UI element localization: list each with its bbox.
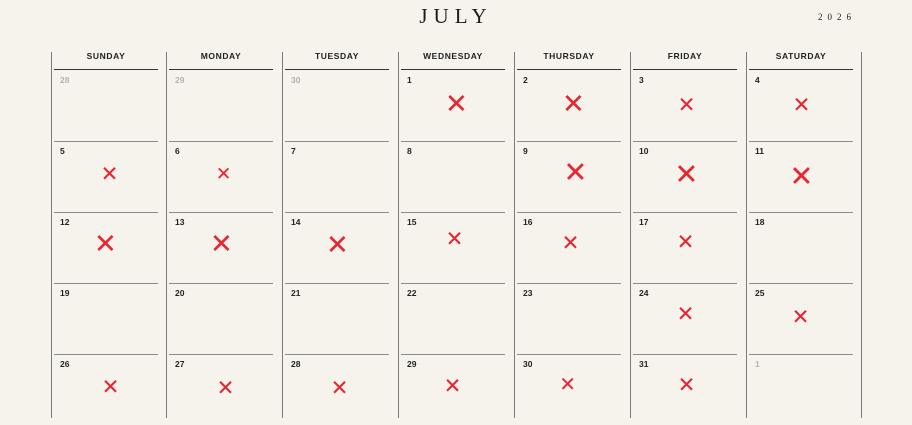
weekday-column <box>54 44 158 70</box>
day-number: 3 <box>639 75 644 85</box>
day-cell[interactable] <box>285 71 389 142</box>
cross-mark-icon: ✕ <box>789 158 814 193</box>
day-number: 20 <box>175 288 185 298</box>
weekday-header: THURSDAY <box>517 44 621 70</box>
cross-mark-icon: ✕ <box>561 231 580 257</box>
day-cell[interactable] <box>517 283 621 354</box>
day-number: 9 <box>523 146 528 156</box>
cross-mark-icon: ✕ <box>676 302 695 328</box>
day-number: 4 <box>755 75 760 85</box>
day-number: 5 <box>60 146 65 156</box>
column-divider <box>861 52 862 418</box>
month-title: JULY <box>419 4 493 28</box>
cross-mark-icon: ✕ <box>216 376 235 402</box>
weekday-column <box>285 44 389 70</box>
column-divider <box>514 52 515 418</box>
cross-mark-icon: ✕ <box>563 154 588 189</box>
day-cell[interactable] <box>401 283 505 354</box>
day-number: 19 <box>60 288 70 298</box>
day-number: 28 <box>291 359 301 369</box>
day-number: 8 <box>407 146 412 156</box>
column-divider <box>630 52 631 418</box>
cross-mark-icon: ✕ <box>215 163 232 185</box>
day-number: 30 <box>523 359 533 369</box>
cross-mark-icon: ✕ <box>791 305 810 331</box>
cross-mark-icon: ✕ <box>443 374 462 400</box>
day-number: 1 <box>407 75 412 85</box>
weekday-header: FRIDAY <box>633 44 737 70</box>
day-number: 7 <box>291 146 296 156</box>
cross-mark-icon: ✕ <box>93 228 117 261</box>
cross-mark-icon: ✕ <box>677 373 696 399</box>
day-number: 22 <box>407 288 417 298</box>
day-cell[interactable] <box>401 141 505 212</box>
day-number: 12 <box>60 217 70 227</box>
weekday-header: MONDAY <box>169 44 273 70</box>
day-number: 11 <box>755 146 764 156</box>
day-number: 26 <box>60 359 70 369</box>
weekday-column <box>401 44 505 70</box>
cross-mark-icon: ✕ <box>209 228 233 261</box>
weekday-header: SATURDAY <box>749 44 853 70</box>
cross-mark-icon: ✕ <box>325 229 349 262</box>
weekday-header: SUNDAY <box>54 44 158 70</box>
column-divider <box>282 52 283 418</box>
cross-mark-icon: ✕ <box>101 375 120 401</box>
day-number: 23 <box>523 288 533 298</box>
weekday-header: WEDNESDAY <box>401 44 505 70</box>
cross-mark-icon: ✕ <box>445 227 464 253</box>
day-number: 30 <box>291 75 301 85</box>
weekday-header: TUESDAY <box>285 44 389 70</box>
day-number: 16 <box>523 217 533 227</box>
day-cell[interactable] <box>54 283 158 354</box>
cross-mark-icon: ✕ <box>330 376 349 402</box>
day-cell[interactable] <box>54 71 158 142</box>
cross-mark-icon: ✕ <box>792 93 811 119</box>
day-number: 21 <box>291 288 301 298</box>
day-number: 13 <box>175 217 185 227</box>
day-number: 28 <box>60 75 70 85</box>
day-cell[interactable] <box>285 283 389 354</box>
column-divider <box>51 52 52 418</box>
day-number: 10 <box>639 146 649 156</box>
day-cell[interactable] <box>169 283 273 354</box>
day-number: 6 <box>175 146 180 156</box>
column-divider <box>166 52 167 418</box>
day-number: 27 <box>175 359 185 369</box>
day-cell[interactable] <box>749 354 853 425</box>
day-number: 15 <box>407 217 417 227</box>
day-cell[interactable] <box>169 71 273 142</box>
weekday-column <box>169 44 273 70</box>
cross-mark-icon: ✕ <box>674 156 699 191</box>
weekday-column <box>517 44 621 70</box>
weekday-column <box>749 44 853 70</box>
day-number: 18 <box>755 217 765 227</box>
day-number: 2 <box>523 75 528 85</box>
column-divider <box>398 52 399 418</box>
weekday-column <box>633 44 737 70</box>
cross-mark-icon: ✕ <box>677 93 696 119</box>
day-number: 1 <box>755 359 760 369</box>
column-divider <box>746 52 747 418</box>
day-cell[interactable] <box>749 212 853 283</box>
day-number: 29 <box>407 359 417 369</box>
day-number: 25 <box>755 288 765 298</box>
day-number: 24 <box>639 288 649 298</box>
cross-mark-icon: ✕ <box>559 372 576 397</box>
cross-mark-icon: ✕ <box>444 88 468 121</box>
cross-mark-icon: ✕ <box>100 162 119 188</box>
day-number: 17 <box>639 217 649 227</box>
day-number: 29 <box>175 75 185 85</box>
day-number: 14 <box>291 217 301 227</box>
year-label: 2026 <box>818 12 856 22</box>
cross-mark-icon: ✕ <box>561 88 585 121</box>
cross-mark-icon: ✕ <box>676 230 695 256</box>
day-cell[interactable] <box>285 141 389 212</box>
day-number: 31 <box>639 359 649 369</box>
